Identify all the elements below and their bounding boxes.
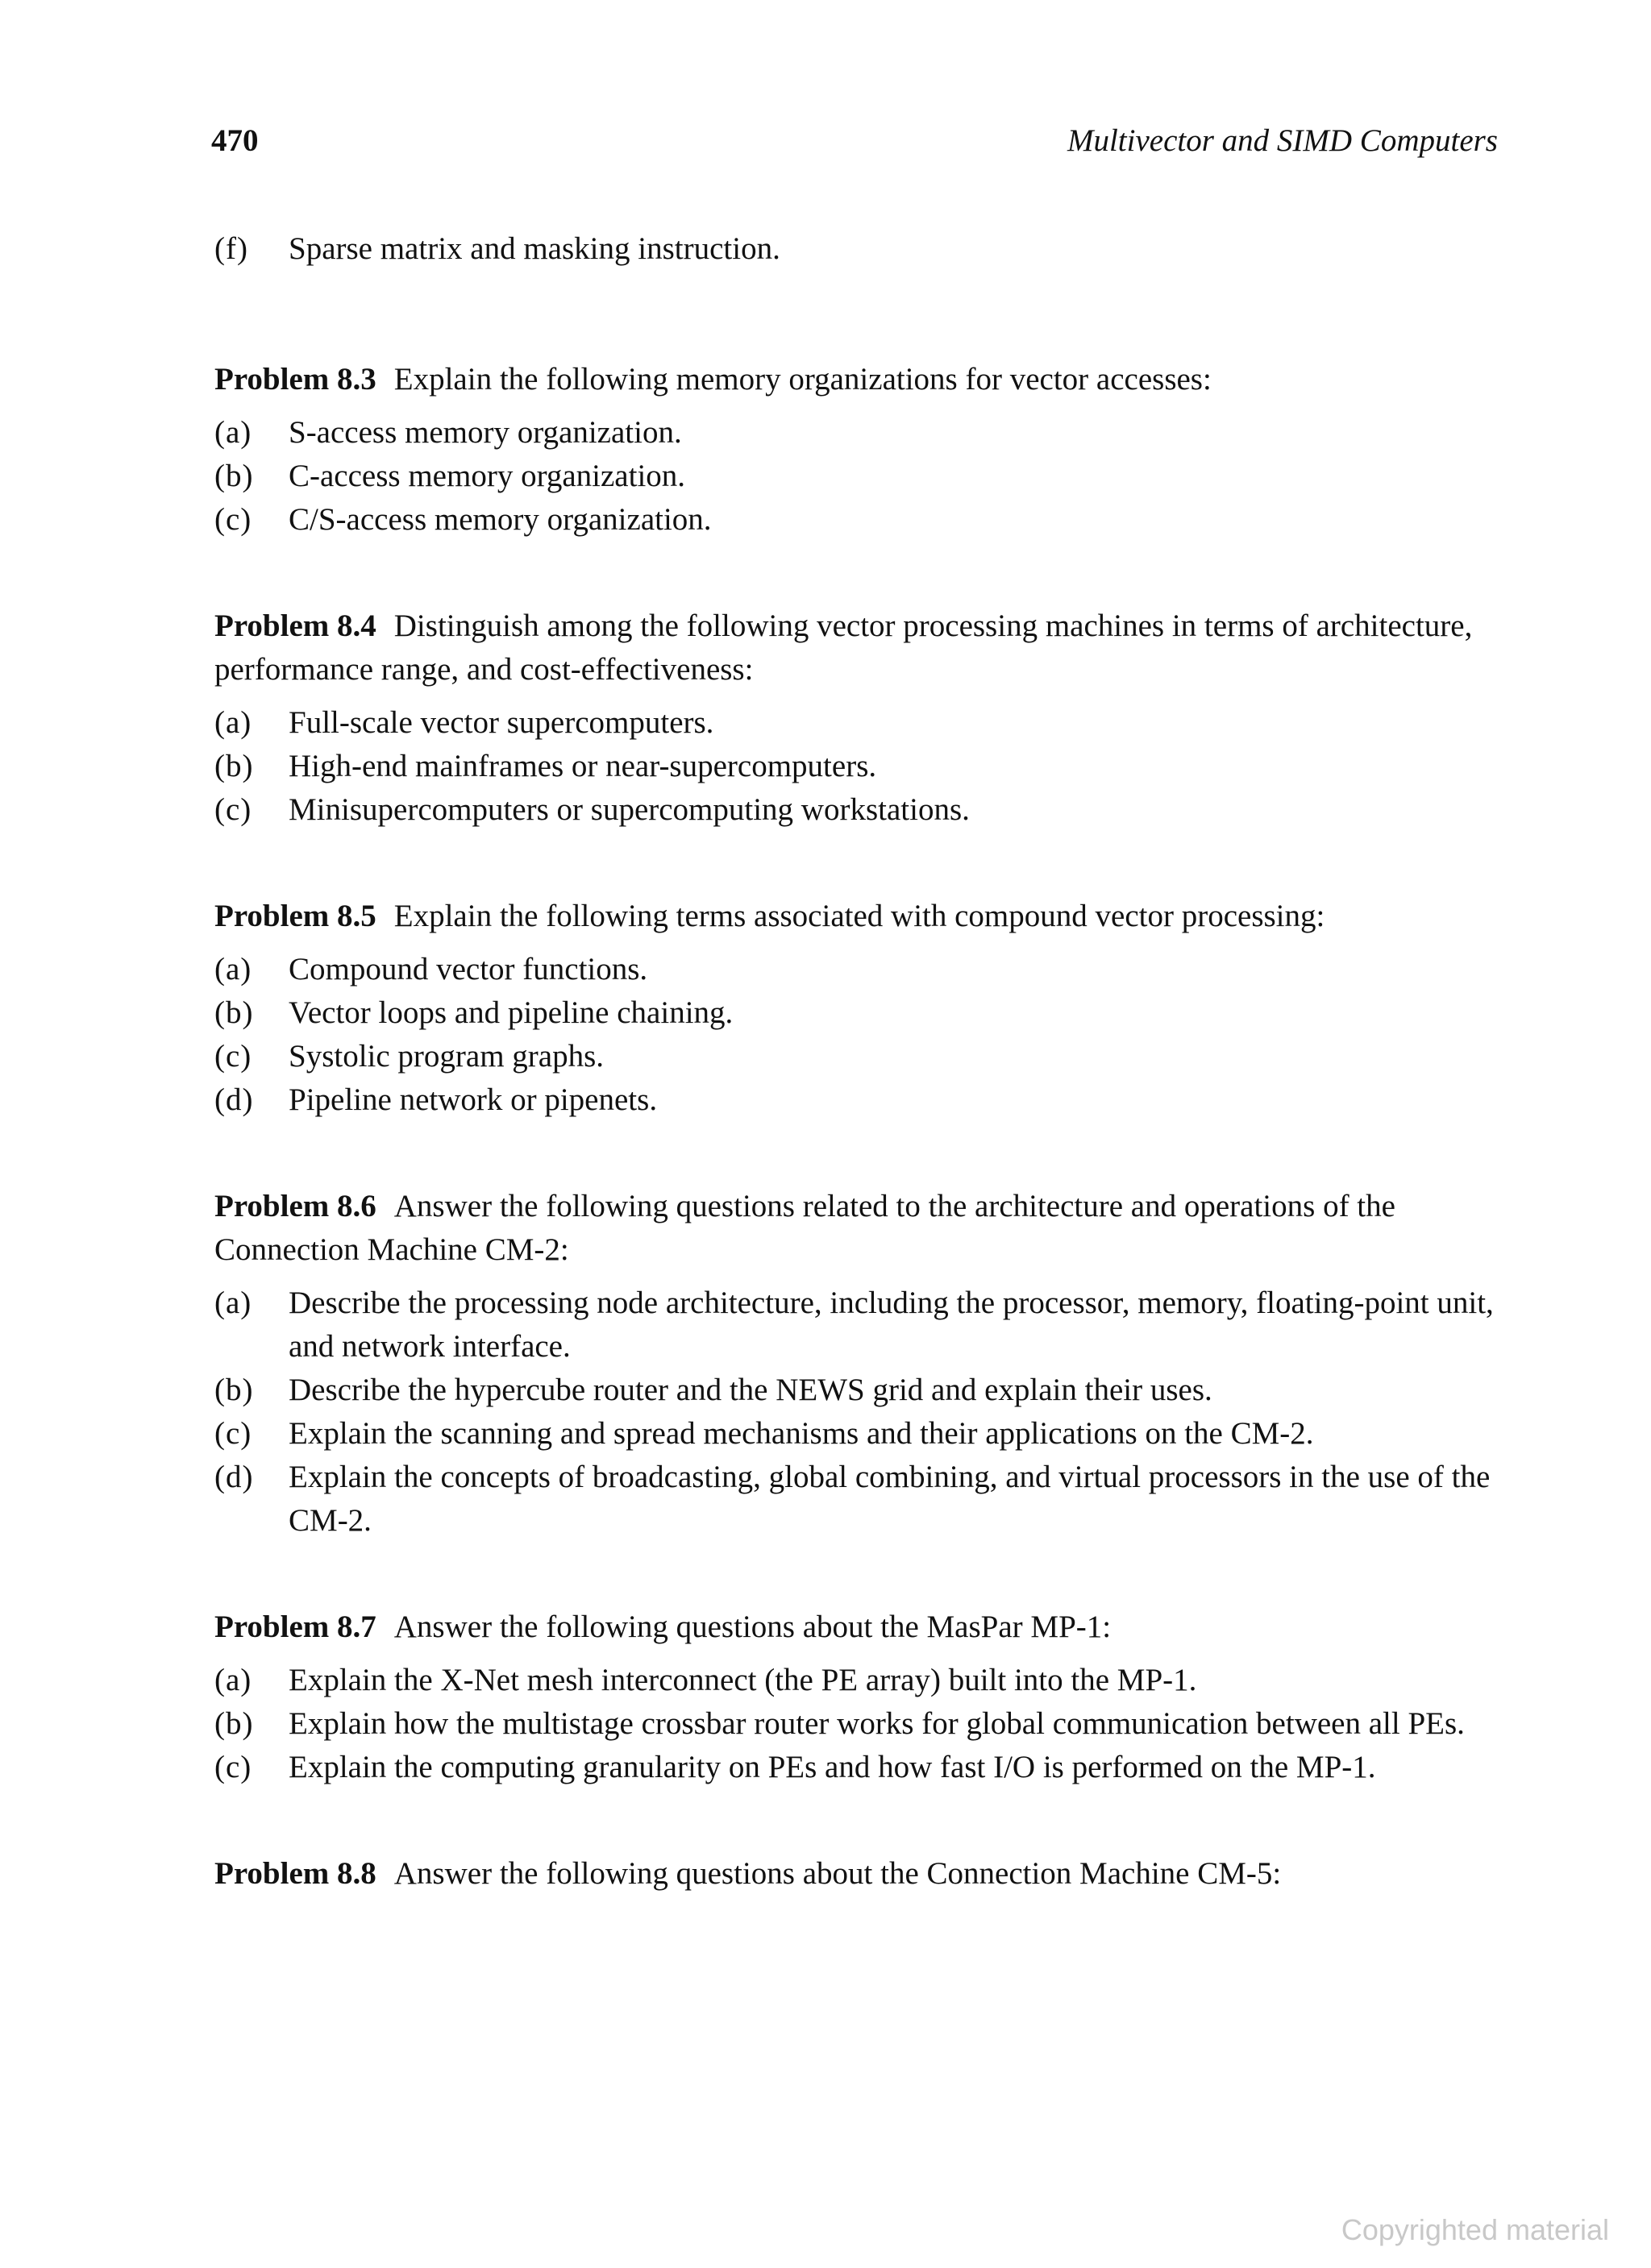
problem-label: Problem 8.5: [214, 899, 376, 933]
item-letter: (b): [214, 459, 254, 493]
problem-label: Problem 8.7: [214, 1610, 376, 1644]
page-body: [214, 227, 1512, 1905]
problem-items: [214, 411, 1512, 542]
item-letter: (b): [214, 749, 254, 783]
problem-items: [214, 1281, 1512, 1543]
item-text: Explain the concepts of broadcasting, global combining, and virtual processors in the use of the CM-2.: [289, 1460, 1491, 1538]
item-text: Explain the scanning and spread mechanisms and their applications on the CM-2.: [289, 1416, 1314, 1451]
item-text: C/S-access memory organization.: [289, 502, 712, 537]
page-number: 470: [211, 123, 259, 158]
problem-intro: Distinguish among the following vector processing machines in terms of architecture, performance range, and cost-effectiveness:: [214, 609, 1473, 687]
item-text: Explain how the multistage crossbar router works for global communication between all PEs.: [289, 1706, 1465, 1741]
item-letter: (c): [214, 792, 252, 827]
problem-intro: Answer the following questions about the Connection Machine CM-5:: [393, 1856, 1282, 1891]
list-item: [214, 745, 1512, 788]
item-text: Pipeline network or pipenets.: [289, 1082, 658, 1117]
item-letter: (a): [214, 705, 252, 740]
item-letter: (c): [214, 1416, 252, 1451]
list-item: [214, 948, 1512, 991]
problem-heading: [214, 1185, 1512, 1272]
item-text: Sparse matrix and masking instruction.: [289, 231, 780, 266]
item-text: Minisupercomputers or supercomputing workstations.: [289, 792, 970, 827]
item-letter: (d): [214, 1082, 254, 1117]
item-letter: (b): [214, 1373, 254, 1407]
list-item: [214, 1456, 1512, 1543]
problem-intro: Answer the following questions related to the architecture and operations of the Connection Machine CM-2:: [214, 1189, 1395, 1267]
item-text: Vector loops and pipeline chaining.: [289, 995, 734, 1030]
list-item: [214, 227, 1512, 271]
list-item: [214, 498, 1512, 542]
problem-label: Problem 8.3: [214, 362, 376, 397]
item-text: Describe the hypercube router and the NEWS grid and explain their uses.: [289, 1373, 1212, 1407]
item-letter: (a): [214, 415, 252, 450]
continued-list: [214, 227, 1512, 271]
problem-label: Problem 8.6: [214, 1189, 376, 1223]
problem-intro: Explain the following terms associated with compound vector processing:: [393, 899, 1325, 933]
list-item: [214, 1412, 1512, 1456]
problem-8-6: [214, 1185, 1512, 1543]
list-item: [214, 788, 1512, 832]
list-item: [214, 1659, 1512, 1702]
item-letter: (a): [214, 952, 252, 987]
problem-items: [214, 948, 1512, 1122]
item-text: Explain the computing granularity on PEs and how fast I/O is performed on the MP-1.: [289, 1750, 1376, 1784]
list-item: [214, 1702, 1512, 1746]
problem-label: Problem 8.8: [214, 1856, 376, 1891]
item-text: Full-scale vector supercomputers.: [289, 705, 714, 740]
problem-8-7: [214, 1605, 1512, 1789]
list-item: [214, 1035, 1512, 1078]
item-letter: (b): [214, 1706, 254, 1741]
list-item: [214, 1078, 1512, 1122]
list-item: [214, 991, 1512, 1035]
problem-items: [214, 701, 1512, 832]
problem-heading: [214, 895, 1512, 938]
list-item: [214, 411, 1512, 455]
item-text: S-access memory organization.: [289, 415, 682, 450]
item-letter: (d): [214, 1460, 254, 1494]
item-text: High-end mainframes or near-supercomputers.: [289, 749, 877, 783]
problem-label: Problem 8.4: [214, 609, 376, 643]
item-letter: (b): [214, 995, 254, 1030]
item-letter: (c): [214, 1750, 252, 1784]
list-item: [214, 701, 1512, 745]
item-letter: (c): [214, 502, 252, 537]
problem-items: [214, 1659, 1512, 1789]
problem-heading: [214, 1852, 1512, 1896]
list-item: [214, 1369, 1512, 1412]
item-text: Compound vector functions.: [289, 952, 648, 987]
copyright-watermark: Copyrighted material: [1341, 2213, 1609, 2246]
problem-8-4: [214, 604, 1512, 832]
list-item: [214, 455, 1512, 498]
running-title: Multivector and SIMD Computers: [1067, 123, 1498, 158]
problem-8-8: [214, 1852, 1512, 1896]
item-letter: (a): [214, 1286, 252, 1320]
problem-intro: Explain the following memory organizations for vector accesses:: [393, 362, 1212, 397]
item-text: Describe the processing node architecture, including the processor, memory, floating-point unit, and network interface.: [289, 1286, 1494, 1364]
page-header: [211, 123, 1498, 168]
list-item: [214, 1281, 1512, 1369]
item-letter: (a): [214, 1663, 252, 1697]
problem-intro: Answer the following questions about the MasPar MP-1:: [393, 1610, 1112, 1644]
item-letter: (f): [214, 231, 248, 266]
problem-heading: [214, 358, 1512, 401]
item-text: Explain the X-Net mesh interconnect (the PE array) built into the MP-1.: [289, 1663, 1197, 1697]
problem-heading: [214, 1605, 1512, 1649]
list-item: [214, 1746, 1512, 1789]
item-letter: (c): [214, 1039, 252, 1074]
problem-8-5: [214, 895, 1512, 1122]
problem-8-3: [214, 358, 1512, 542]
item-text: C-access memory organization.: [289, 459, 686, 493]
problem-heading: [214, 604, 1512, 692]
item-text: Systolic program graphs.: [289, 1039, 605, 1074]
